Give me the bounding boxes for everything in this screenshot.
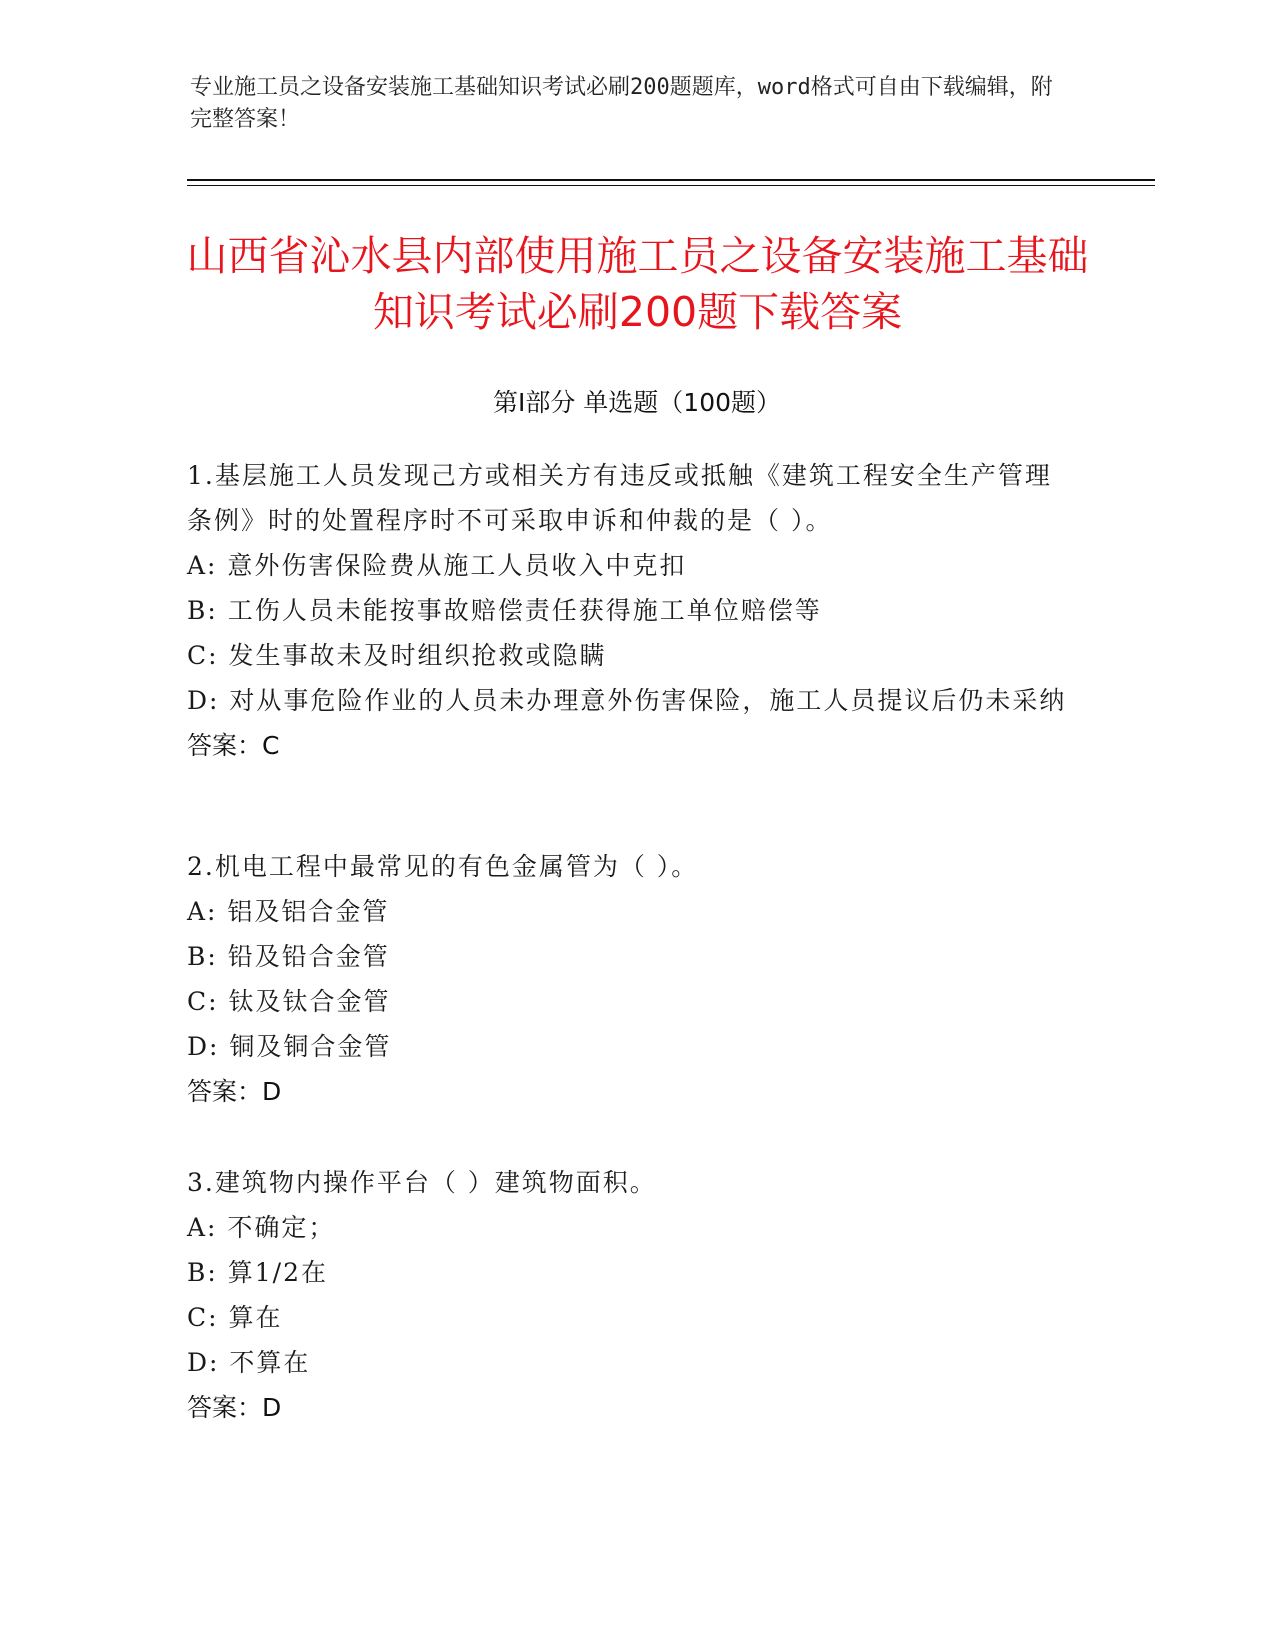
option-d: D: 对从事危险作业的人员未办理意外伤害保险，施工人员提议后仍未采纳 <box>187 686 1067 715</box>
answer: 答案：D <box>187 1393 282 1422</box>
answer: 答案：D <box>187 1077 282 1106</box>
question-stem: 1.基层施工人员发现己方或相关方有违反或抵触《建筑工程安全生产管理条例》时的处置程序时不可采取申诉和仲裁的是（ ）。 <box>187 461 1052 535</box>
document-title: 山西省沁水县内部使用施工员之设备安装施工基础知识考试必刷200题下载答案 <box>186 232 1089 336</box>
section-title: 第Ⅰ部分 单选题（100题） <box>492 388 782 417</box>
question-2 <box>187 844 1067 1114</box>
header-rule-thin <box>187 185 1155 186</box>
option-d: D: 铜及铜合金管 <box>187 1032 392 1061</box>
option-c: C: 钛及钛合金管 <box>187 987 391 1016</box>
option-c: C: 算在 <box>187 1303 283 1332</box>
option-a: A: 铝及铝合金管 <box>187 897 390 926</box>
question-stem: 3.建筑物内操作平台（ ）建筑物面积。 <box>187 1168 657 1197</box>
header-note: 专业施工员之设备安装施工基础知识考试必刷200题题库，word格式可自由下载编辑，附完整答案！ <box>190 75 1053 132</box>
question-stem: 2.机电工程中最常见的有色金属管为（ ）。 <box>187 852 699 881</box>
option-a: A: 不确定； <box>187 1213 336 1242</box>
question-3 <box>187 1160 1067 1430</box>
option-b: B: 铅及铅合金管 <box>187 942 390 971</box>
header-rule-thick <box>187 179 1155 181</box>
option-d: D: 不算在 <box>187 1348 311 1377</box>
option-b: B: 算1/2在 <box>187 1258 328 1287</box>
option-b: B: 工伤人员未能按事故赔偿责任获得施工单位赔偿等 <box>187 596 822 625</box>
option-a: A: 意外伤害保险费从施工人员收入中克扣 <box>187 551 687 580</box>
answer: 答案：C <box>187 731 280 760</box>
question-1 <box>187 453 1067 768</box>
option-c: C: 发生事故未及时组织抢救或隐瞒 <box>187 641 607 670</box>
